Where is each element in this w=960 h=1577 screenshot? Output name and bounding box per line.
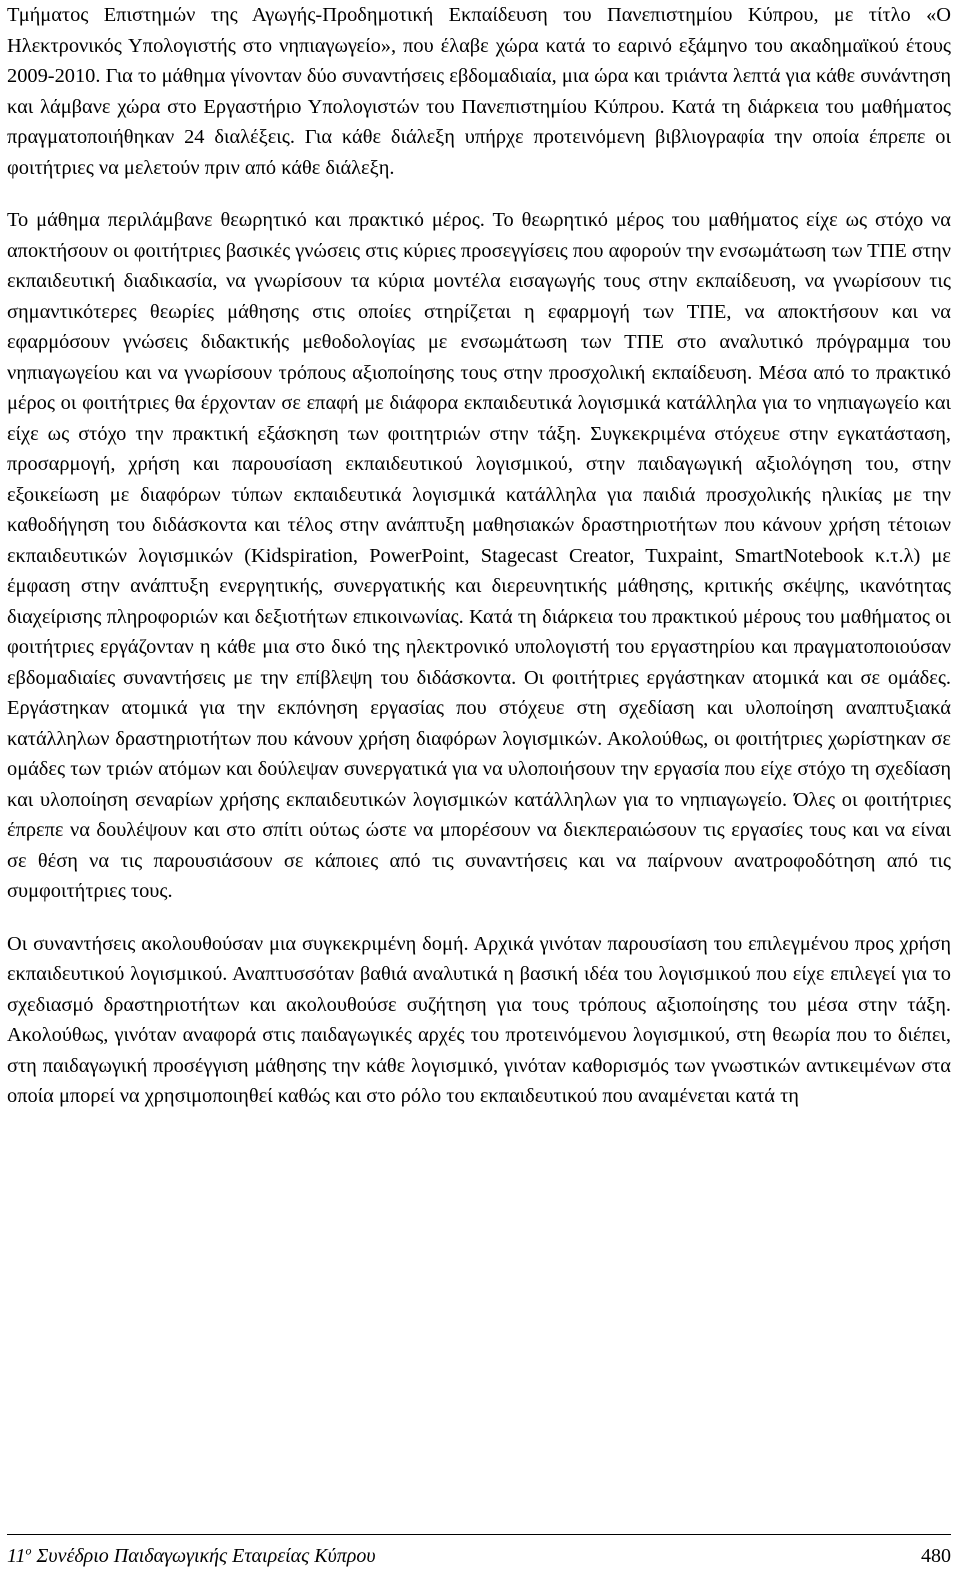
conference-title: Συνέδριο Παιδαγωγικής Εταιρείας Κύπρου: [31, 1545, 376, 1567]
paragraph-theory-and-practice: Το μάθημα περιλάμβανε θεωρητικό και πρακτικό μέρος. Το θεωρητικό μέρος του μαθήματος είχε ως στόχο να αποκτήσουν οι φοιτήτριες βασικές γνώσεις στις κύριες προσεγγίσεις που αφορούν την ενσωμάτωση των ΤΠΕ στην εκπαιδευτική διαδικασία, να γνωρίσουν τα κύρια μοντέλα εισαγωγής τους στην εκπαίδευση, να γνωρίσουν τις σημαντικότερες θεωρίες μάθησης στις οποίες στηρίζεται η εφαρμογή των ΤΠΕ, να αποκτήσουν και να εφαρμόσουν γνώσεις διδακτικής μεθοδολογίας με ενσωμάτωση των ΤΠΕ στο αναλυτικό πρόγραμμα του νηπιαγωγείου και να γνωρίσουν τρόπους αξιοποίησης τους στην προσχολική εκπαίδευση. Μέσα από το πρακτικό μέρος οι φοιτήτριες θα έρχονταν σε επαφή με διάφορα εκπαιδευτικά λογισμικά κατάλληλα για το νηπιαγωγείο και είχε ως στόχο την πρακτική εξάσκηση των φοιτητριών στην τάξη. Συγκεκριμένα στόχευε στην εγκατάσταση, προσαρμογή, χρήση και παρουσίαση εκπαιδευτικού λογισμικού, στην παιδαγωγική αξιολόγηση του, στην εξοικείωση με διαφόρων τύπων εκπαιδευτικά λογισμικά κατάλληλα για παιδιά προσχολικής ηλικίας με την καθοδήγηση του διδάσκοντα και τέλος στην ανάπτυξη μαθησιακών δραστηριοτήτων που κάνουν χρήση τέτοιων εκπαιδευτικών λογισμικών (Kidspiration, PowerPoint, Stagecast Creator, Tuxpaint, SmartNotebook κ.τ.λ) με έμφαση στην ανάπτυξη ενεργητικής, συνεργατικής και διερευνητικής μάθησης, κριτικής σκέψης, ικανότητας διαχείρισης πληροφοριών και δεξιοτήτων επικοινωνίας. Κατά τη διάρκεια του πρακτικού μέρους του μαθήματος οι φοιτήτριες εργάζονταν η κάθε μια στο δικό της ηλεκτρονικό υπολογιστή του εργαστηρίου και πραγματοποιούσαν εβδομαδιαίες συναντήσεις με την επίβλεψη του διδάσκοντα. Οι φοιτήτριες εργάστηκαν ατομικά και σε ομάδες. Εργάστηκαν ατομικά για την εκπόνηση εργασίας που στόχευε στη σχεδίαση και υλοποίηση αναπτυξιακά κατάλληλων δραστηριοτήτων που κάνουν χρήση διαφόρων λογισμικών. Ακολούθως, οι φοιτήτριες χωρίστηκαν σε ομάδες των τριών ατόμων και δούλεψαν συνεργατικά για να υλοποιήσουν την εργασία που είχε στόχο τη σχεδίαση και υλοποίηση σεναρίων χρήσης εκπαιδευτικών λογισμικών κατάλληλων για το νηπιαγωγείο. Όλες οι φοιτήτριες έπρεπε να δουλέψουν και στο σπίτι ούτως ώστε να μπορέσουν να διεκπεραιώσουν τις εργασίες τους και να είναι σε θέση να τις παρουσιάσουν σε κάποιες από τις συναντήσεις και να παίρνουν ανατροφοδότηση από τις συμφοιτήτριες τους.: [7, 209, 951, 902]
paragraph-meeting-structure: Οι συναντήσεις ακολουθούσαν μια συγκεκριμένη δομή. Αρχικά γινόταν παρουσίαση του επιλεγμένου προς χρήση εκπαιδευτικού λογισμικού. Αναπτυσσόταν βαθιά αναλυτικά η βασική ιδέα του λογισμικού που είχε επιλεγεί για το σχεδιασμό δραστηριοτήτων και ακολουθούσε συζήτηση για τους τρόπους αξιοποίησης του μέσα στην τάξη. Ακολούθως, γινόταν αναφορά στις παιδαγωγικές αρχές του προτεινόμενου λογισμικού, στη θεωρία που το διέπει, στη παιδαγωγική προσέγγιση μάθησης την κάθε λογισμικό, γινόταν καθορισμός των γνωστικών αντικειμένων στα οποία μπορεί να χρησιμοποιηθεί καθώς και στο ρόλο του εκπαιδευτικού που αναμένεται κατά τη: [7, 932, 951, 1107]
page-number: 480: [921, 1545, 951, 1567]
conference-edition-ordinal: ο: [25, 1543, 32, 1558]
conference-edition-number: 11: [7, 1545, 26, 1567]
footer-conference-name: [7, 1543, 376, 1569]
paragraph-course-description: Τμήματος Επιστημών της Αγωγής-Προδημοτική Εκπαίδευση του Πανεπιστημίου Κύπρου, με τίτλο «Ο Ηλεκτρονικός Υπολογιστής στο νηπιαγωγείο», που έλαβε χώρα κατά το εαρινό εξάμηνο του ακαδημαϊκού έτους 2009-2010. Για το μάθημα γίνονταν δύο συναντήσεις εβδομαδιαία, μια ώρα και τριάντα λεπτά για κάθε συνάντηση και λάμβανε χώρα στο Εργαστήριο Υπολογιστών του Πανεπιστημίου Κύπρου. Κατά τη διάρκεια του μαθήματος πραγματοποιήθηκαν 24 διαλέξεις. Για κάθε διάλεξη υπήρχε προτεινόμενη βιβλιογραφία την οποία έπρεπε οι φοιτήτριες να μελετούν πριν από κάθε διάλεξη.: [7, 4, 951, 179]
page-footer: [7, 1534, 951, 1574]
document-body: [7, 0, 951, 1112]
footer-divider: [7, 1534, 951, 1535]
